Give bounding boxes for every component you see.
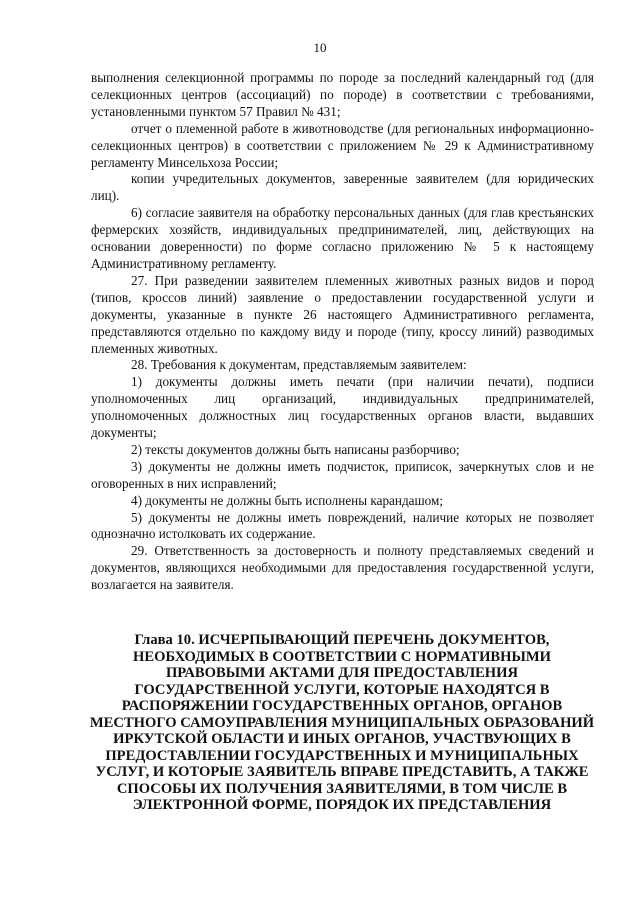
paragraph-breeding-report: отчет о племенной работе в животноводстве (для региональных информационно-селекционных центров) в соответствии с приложением № 29 к Административному регламенту Минсельхоза России; (91, 120, 594, 170)
paragraph-founding-documents: копии учредительных документов, заверенные заявителем (для юридических лиц). (91, 171, 594, 204)
requirement-item-4: 4) документы не должны быть исполнены карандашом; (131, 492, 444, 508)
requirement-item-2: 2) тексты документов должны быть написаны разборчиво; (131, 441, 460, 457)
requirement-item-5: 5) документы не должны иметь повреждений, наличие которых не позволяет однозначно истолковать их содержание. (91, 509, 594, 542)
page-number: 10 (313, 40, 327, 55)
chapter-heading: Глава 10. ИСЧЕРПЫВАЮЩИЙ ПЕРЕЧЕНЬ ДОКУМЕНТОВ, НЕОБХОДИМЫХ В СООТВЕТСТВИИ С НОРМАТИВНЫМИ ПРАВОВЫМИ АКТАМИ ДЛЯ ПРЕДОСТАВЛЕНИЯ ГОСУДАРСТВЕННОЙ УСЛУГИ, КОТОРЫЕ НАХОДЯТСЯ В РАСПОРЯЖЕНИИ ГОСУДАРСТВЕННЫХ ОРГАНОВ, ОРГАНОВ МЕСТНОГО САМОУПРАВЛЕНИЯ МУНИЦИПАЛЬНЫХ ОБРАЗОВАНИЙ ИРКУТСКОЙ ОБЛАСТИ И ИНЫХ ОРГАНОВ, УЧАСТВУЮЩИХ В ПРЕДОСТАВЛЕНИИ ГОСУДАРСТВЕННЫХ И МУНИЦИПАЛЬНЫХ УСЛУГ, И КОТОРЫЕ ЗАЯВИТЕЛЬ ВПРАВЕ ПРЕДСТАВИТЬ, А ТАКЖЕ СПОСОБЫ ИХ ПОЛУЧЕНИЯ ЗАЯВИТЕЛЯМИ, В ТОМ ЧИСЛЕ В ЭЛЕКТРОННОЙ ФОРМЕ, ПОРЯДОК ИХ ПРЕДСТАВЛЕНИЯ (89, 632, 595, 813)
document-body (91, 70, 594, 594)
requirement-item-1: 1) документы должны иметь печати (при наличии печати), подписи уполномоченных лиц организаций, индивидуальных предпринимателей, уполномоченных должностных лиц государственных органов власти, выдавших документы; (91, 374, 594, 441)
paragraph-29: 29. Ответственность за достоверность и полноту представляемых сведений и документов, являющихся необходимыми для предоставления государственной услуги, возлагается на заявителя. (91, 543, 594, 593)
paragraph-28: 28. Требования к документам, представляемым заявителем: (131, 357, 467, 373)
paragraph-personal-data-consent: 6) согласие заявителя на обработку персональных данных (для глав крестьянских фермерских хозяйств, индивидуальных предпринимателей, лиц, действующих на основании доверенности) по форме согласно приложению № 5 к настоящему Административному регламенту. (91, 205, 594, 271)
paragraph-selection-program: выполнения селекционной программы по породе за последний календарный год (для селекционных центров (ассоциаций) по породе) в соответствии с требованиями, установленными пунктом 57 Правил № 431; (91, 70, 594, 119)
paragraph-27: 27. При разведении заявителем племенных животных разных видов и пород (типов, кроссов линий) заявление о предоставлении государственной услуги и документы, указанные в пункте 26 настоящего Административного регламента, представляются отдельно по каждому виду и породе (типу, кроссу линий) разводимых племенных животных. (91, 272, 594, 356)
requirement-item-3: 3) документы не должны иметь подчисток, приписок, зачеркнутых слов и не оговоренных в них исправлений; (91, 458, 594, 491)
